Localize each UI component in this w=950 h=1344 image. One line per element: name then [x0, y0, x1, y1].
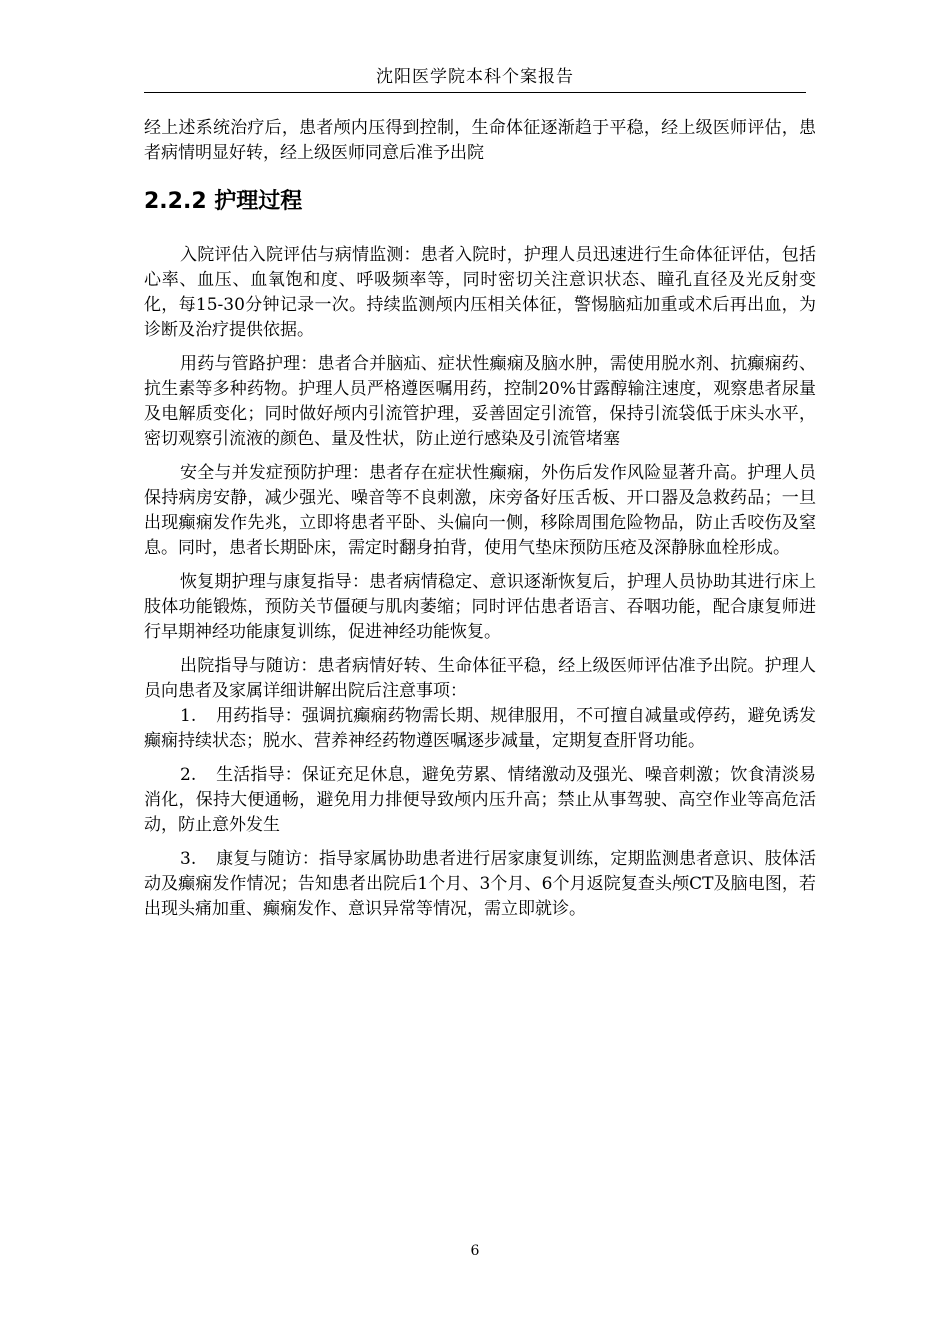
page-header-title: 沈阳医学院本科个案报告 [376, 67, 574, 87]
list-item-text: 康复与随访：指导家属协助患者进行居家康复训练，定期监测患者意识、肢体活动及癫痫发作情况；告知患者出院后1个月、3个月、6个月返院复查头颅CT及脑电图，若出现头痛加重、癫痫发作、意识异常等情况，需立即就诊。 [144, 849, 816, 919]
list-item-text: 用药指导：强调抗癫痫药物需长期、规律服用，不可擅自减量或停药，避免诱发癫痫持续状态；脱水、营养神经药物遵医嘱逐步减量，定期复查肝肾功能。 [144, 706, 816, 751]
paragraph-safety-care: 安全与并发症预防护理：患者存在症状性癫痫，外伤后发作风险显著升高。护理人员保持病房安静，减少强光、噪音等不良刺激，床旁备好压舌板、开口器及急救药品；一旦出现癫痫发作先兆，立即将患者平卧、头偏向一侧，移除周围危险物品，防止舌咬伤及窒息。同时，患者长期卧床，需定时翻身拍背，使用气垫床预防压疮及深静脉血栓形成。 [144, 463, 816, 558]
paragraph-medication-care: 用药与管路护理：患者合并脑疝、症状性癫痫及脑水肿，需使用脱水剂、抗癫痫药、抗生素等多种药物。护理人员严格遵医嘱用药，控制20%甘露醇输注速度，观察患者尿量及电解质变化；同时做好颅内引流管护理，妥善固定引流管，保持引流袋低于床头水平，密切观察引流液的颜色、量及性状，防止逆行感染及引流管堵塞 [144, 354, 816, 449]
list-item-text: 生活指导：保证充足休息，避免劳累、情绪激动及强光、噪音刺激；饮食清淡易消化，保持大便通畅，避免用力排便导致颅内压升高；禁止从事驾驶、高空作业等高危活动，防止意外发生 [144, 765, 816, 835]
list-item [144, 763, 816, 838]
intro-paragraph: 经上述系统治疗后，患者颅内压得到控制，生命体征逐渐趋于平稳，经上级医师评估，患者病情明显好转，经上级医师同意后准予出院 [144, 118, 816, 163]
section-heading: 2.2.2 护理过程 [144, 189, 303, 214]
list-item [144, 847, 816, 922]
paragraph-recovery-care: 恢复期护理与康复指导：患者病情稳定、意识逐渐恢复后，护理人员协助其进行床上肢体功能锻炼，预防关节僵硬与肌肉萎缩；同时评估患者语言、吞咽功能，配合康复师进行早期神经功能康复训练，促进神经功能恢复。 [144, 572, 816, 642]
document-body [144, 116, 816, 922]
paragraph-discharge-guidance: 出院指导与随访：患者病情好转、生命体征平稳，经上级医师评估准予出院。护理人员向患者及家属详细讲解出院后注意事项： [144, 656, 816, 701]
list-item-number: 1. [180, 706, 197, 726]
list-item [144, 704, 816, 754]
header-divider [144, 92, 806, 93]
list-item-number: 3. [180, 849, 197, 869]
paragraph-admission-assessment: 入院评估入院评估与病情监测：患者入院时，护理人员迅速进行生命体征评估，包括心率、血压、血氧饱和度、呼吸频率等，同时密切关注意识状态、瞳孔直径及光反射变化，每15-30分钟记录一次。持续监测颅内压相关体征，警惕脑疝加重或术后再出血，为诊断及治疗提供依据。 [144, 245, 816, 340]
page-number: 6 [470, 1243, 480, 1259]
list-item-number: 2. [180, 765, 197, 785]
